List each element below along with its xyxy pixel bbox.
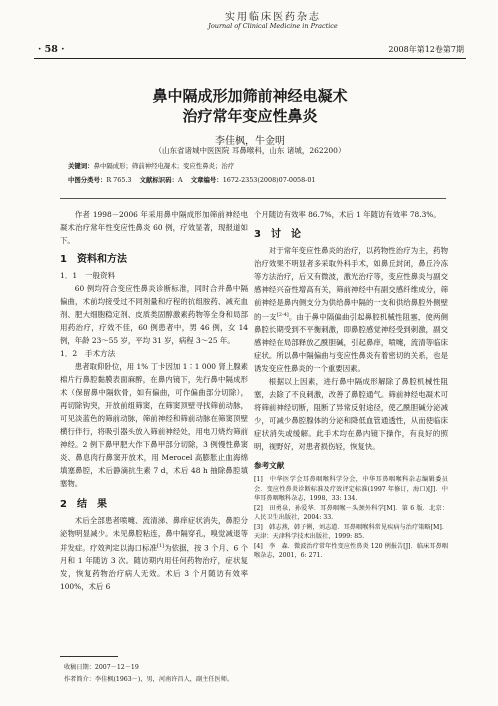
results-text: 术后全部患者喷嚏、流清涕、鼻痒症状消失，鼻腔分泌物明显减少。未见鼻腔粘连，鼻中隔穿孔，嗅觉减退等并发症。疗效判定以海口标准: [60, 516, 248, 553]
article-title-line2: 治疗常年变应性鼻炎: [182, 107, 318, 125]
footnote-rule: [60, 656, 118, 657]
citation-2-4: [2-4]: [276, 312, 289, 318]
article-title-line1: 鼻中隔成形加筛前神经电凝术: [152, 87, 348, 105]
clc-value: R 765.3: [106, 176, 132, 184]
discussion-text-1: 对于常年变应性鼻炎的治疗，以药物性治疗为主，药物治疗效果不明显者多采取外科手术，如鼻丘封闭，鼻丘冷冻等方法治疗，后又有微波，激光治疗等，变应性鼻炎与副交感神经兴奋性增高有关，筛前神经中有副交感纤维成分，筛前神经是鼻内侧支分为供给鼻中隔的一支和供给鼻腔外侧壁的一支: [254, 246, 448, 322]
subsection-1-2-heading: 1．2 手术方法: [60, 349, 116, 358]
reference-item: [3] 韩志燕，韩子俐，刘志道．耳鼻咽喉科常见疾病与治疗策略[M]．天津：天津科学技术出版社，1999: 85.: [254, 523, 448, 541]
subsection-1-2-text: 患者取仰卧位，用 1% 丁卡因加 1∶1 000 肾上腺素棉片行鼻腔黏膜表面麻醉，在鼻内镜下，先行鼻中隔成形术（保留鼻中隔软骨，如有偏曲，可作偏曲部分切除），再切除钩突，开放前组筛窦，在筛窦顶壁寻找筛前动脉，可见淡蓝色的筛前动脉，筛前神经和筛前动脉在筛窦顶壁横行伴行，将吸引器头放入筛前神经处，用电刀烧灼筛前神经。2 例下鼻甲肥大作下鼻甲部分切除，3 例慢性鼻窦炎、鼻息肉行鼻窦开放术，用 Merocel 高膨胀止血海绵填塞鼻腔，术后静滴抗生素 7 d，术后 48 h 抽除鼻腔填塞物。: [60, 362, 248, 488]
keywords-line: [68, 161, 234, 170]
header-rule: [34, 58, 466, 59]
right-column: [254, 208, 448, 561]
section-2-heading: 2 结 果: [60, 499, 107, 510]
citation-1: [1]: [157, 543, 165, 549]
discussion-paragraph-1: [254, 244, 448, 375]
issue-info: 2008年第12卷第7期: [388, 45, 464, 54]
discussion-text-1-tail: 。由于鼻中隔偏曲引起鼻腔机械性阻塞，使两侧鼻腔长期受到不平衡刺激，即鼻腔感觉神经受到刺激，副交感神经在局部释放乙酰胆碱，引起鼻痒，喷嚏，流清等临床症状。所以鼻中隔偏曲与变应性鼻炎有着密切的关系，也是诱发变应性鼻炎的一个重要因素。: [254, 312, 448, 374]
keywords-label: 关键词：: [68, 162, 94, 170]
journal-title-cn: 实用临床医药杂志: [225, 12, 321, 23]
discussion-paragraph-2: 根据以上因素，进行鼻中隔成形解除了鼻腔机械性阻塞，去除了不良刺激，改善了鼻腔通气。筛前神经电凝术可将筛前神经切断，阻断了异常反射途径，使乙酰胆碱分泌减少，可减少鼻腔腺体的分泌和降低血管通透性，从而使临床症状消失或缓解。此手术均在鼻内镜下操作，有良好的照明，视野好，对患者损伤轻，恢复快。: [254, 377, 448, 452]
results-text-tail: 为依据，按 3 个月、6 个月和 1 年随访 3 次。随访期内用任何药物治疗，症状复发，恢复药物治疗病人无效。术后 3 个月随访有效率 100%，术后 6: [60, 543, 248, 592]
authors: 李佳枫，牛金明: [215, 136, 285, 147]
meta-divider: [60, 198, 446, 199]
intro-paragraph: 作者 1998－2006 年采用鼻中隔成形加筛前神经电凝术治疗常年性变应性鼻炎 60 例，疗效显著，现报道如下。: [60, 210, 248, 245]
doc-code-value: A: [177, 176, 183, 184]
reference-item: [2] 田勇泉，孙爱华．耳鼻咽喉－头颈外科学[M]．第 6 版．北京：人民卫生出版社，2004: 33.: [254, 504, 448, 522]
subsection-1-1-text: 60 例均符合变应性鼻炎诊断标准，同时合并鼻中隔偏曲，术前均接受过不同剂量和疗程的抗组胺药、减充血剂、肥大细胞稳定剂、皮质类固醇激素药物等全身和局部用药治疗，疗效不佳，60 例患者中，男 46 例，女 14 例，年龄 23～55 岁，平均 31 岁，病程 3～25 年。: [60, 284, 248, 345]
section-1-heading: 1 资料和方法: [60, 254, 127, 265]
classification-line: [68, 175, 315, 184]
article-id-value: 1672-2353(2008)07-0058-01: [222, 176, 316, 184]
author-bio: 作者简介：李佳枫(1963－)，男，河南许昌人，副主任医师。: [64, 676, 234, 683]
article-id-label: 文章编号：: [190, 176, 223, 184]
clc-label: 中图分类号：: [68, 176, 107, 184]
page-number: · 58 ·: [38, 44, 65, 55]
left-column: [60, 208, 248, 593]
reference-item: [4] 李 森．微波治疗常年性变应性鼻炎 120 例报告[J]．临床耳鼻咽喉杂志，2001，6: 271.: [254, 542, 448, 560]
results-continuation: 个月随访有效率 86.7%，术后 1 年随访有效率 78.3%。: [254, 210, 441, 219]
subsection-1-1-heading: 1．1 一般资料: [60, 271, 116, 280]
journal-title-en: Journal of Clinical Medicine in Practice: [208, 22, 338, 30]
section-3-heading: 3 讨 论: [254, 229, 301, 240]
reference-item: [1] 中华医学会耳鼻咽喉科学分会，中华耳鼻咽喉科杂志编辑委员会．变应性鼻炎诊断标准及疗效评定标准(1997 年修订，海口)[J]．中华耳鼻咽喉科杂志，1998，33: 134.: [254, 476, 448, 503]
received-date: 收稿日期：2007－12－19: [64, 664, 139, 671]
references-heading: 参考文献: [254, 461, 285, 471]
affiliation: （山东省诸城中医医院 耳鼻喉科，山东 诸城，262200）: [154, 146, 346, 155]
results-paragraph: [60, 514, 248, 593]
keywords: 鼻中隔成形；筛前神经电凝术；变应性鼻炎；治疗: [93, 162, 235, 170]
doc-code-label: 文献标识码：: [139, 176, 178, 184]
